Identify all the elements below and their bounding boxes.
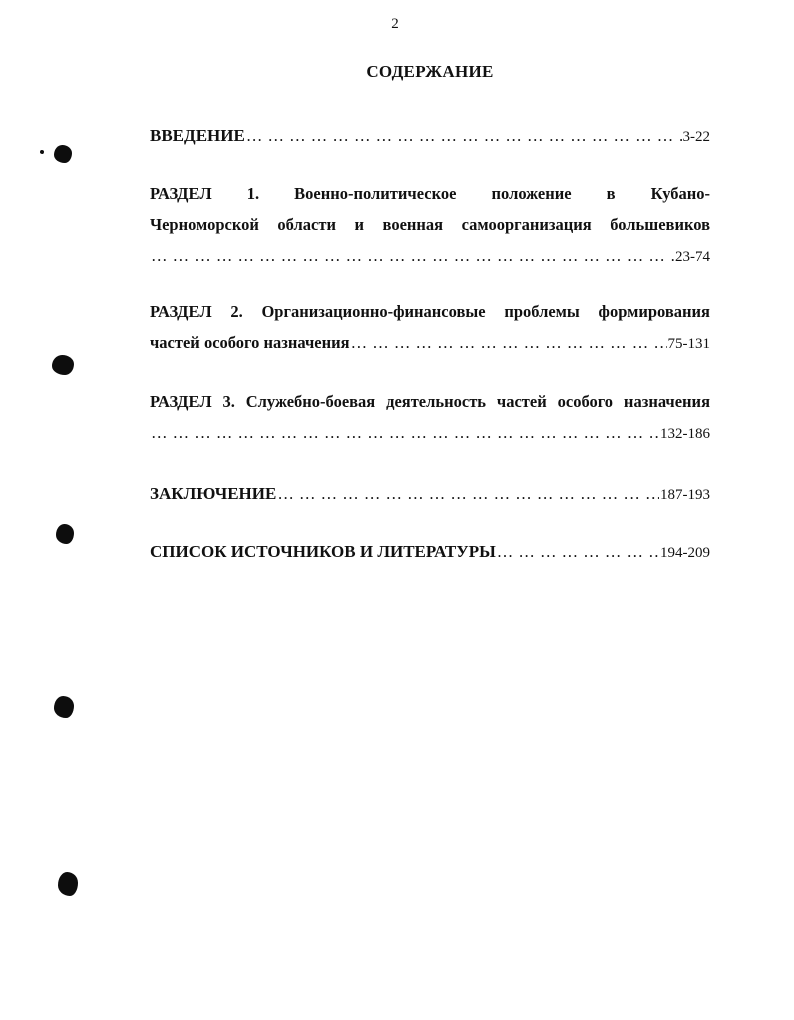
toc-entry-label-line-1: РАЗДЕЛ 1. Военно-политическое положение в Кубано- [150,184,710,203]
toc-entry-pages: 75-131 [667,336,710,352]
page-title: СОДЕРЖАНИЕ [366,62,494,81]
dot-leader [497,536,659,567]
toc-entry-label-line-1: РАЗДЕЛ 3. Служебно-боевая деятельность частей особого назначения [150,392,710,411]
toc-entry-label: СПИСОК ИСТОЧНИКОВ И ЛИТЕРАТУРЫ [150,542,496,561]
dot-leader [151,240,674,271]
dot-leader [351,327,667,358]
toc-entry-section-3 [150,386,710,450]
scan-speck-icon [40,150,44,154]
scan-blot-icon [54,145,72,163]
toc-entry-pages: 3-22 [682,129,710,145]
scan-blot-icon [54,696,74,718]
toc-entry-conclusion [150,478,710,511]
page-number: 2 [391,16,399,32]
toc-entry-pages: 194-209 [660,545,710,561]
toc-entry-label: ВВЕДЕНИЕ [150,126,245,145]
scan-blot-icon [52,355,74,375]
scan-blot-icon [58,872,78,896]
toc-entry-sources [150,536,710,569]
toc-entry-pages: 23-74 [675,249,710,265]
scan-blot-icon [56,524,74,544]
toc-entry-pages: 187-193 [660,487,710,503]
toc-entry-section-1 [150,178,710,273]
dot-leader [277,478,659,509]
toc-entry-introduction [150,120,710,153]
dot-leader [246,120,682,151]
toc-entry-pages: 132-186 [660,426,710,442]
toc-entry-label-line-2: Черноморской области и военная самоорганизация большевиков [150,215,710,234]
toc-entry-label: ЗАКЛЮЧЕНИЕ [150,484,277,503]
toc-entry-section-2 [150,296,710,360]
toc-entry-label-line-1: РАЗДЕЛ 2. Организационно-финансовые проблемы формирования [150,302,710,321]
toc-entry-label-line-2: частей особого назначения [150,333,350,352]
dot-leader [151,417,659,448]
